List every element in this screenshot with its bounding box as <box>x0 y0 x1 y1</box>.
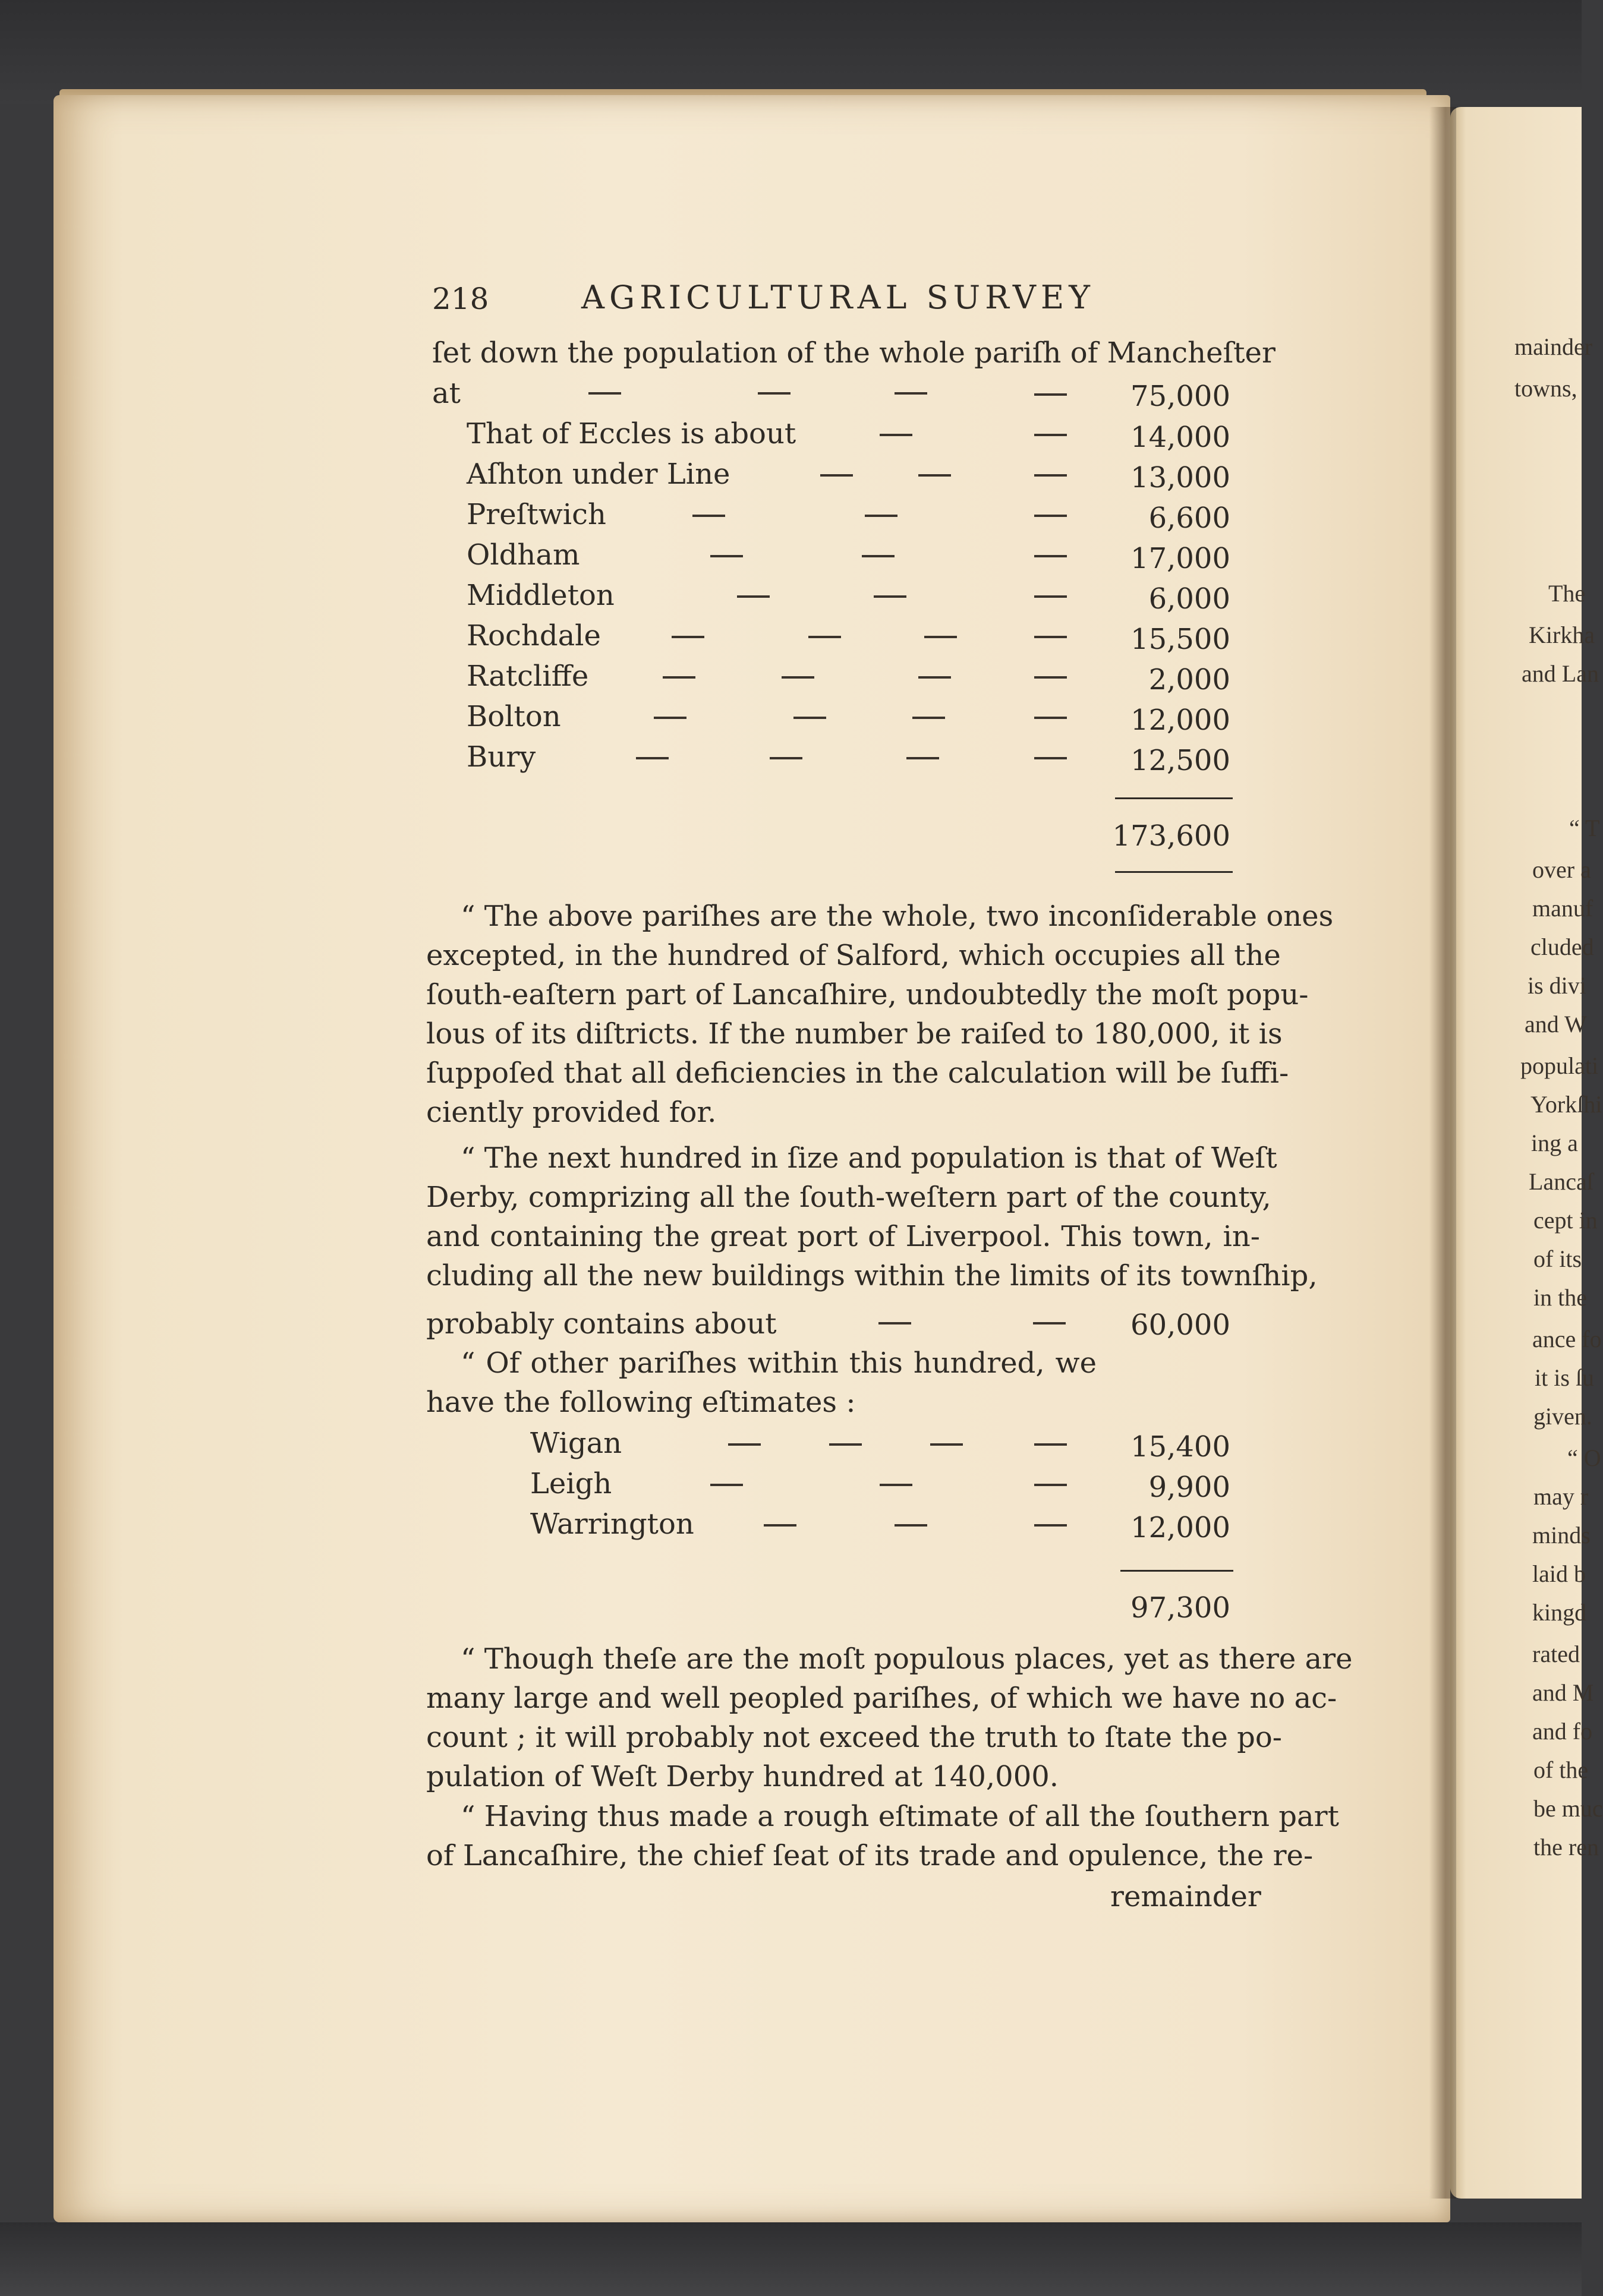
facing-page-fragment: over a <box>1532 856 1591 883</box>
leader-dash <box>829 1443 862 1446</box>
facing-page-fragment: be muc <box>1533 1795 1603 1822</box>
table-row-value: 17,000 <box>1130 542 1230 575</box>
text-line <box>426 1056 1289 1090</box>
leader-dash <box>1034 636 1067 638</box>
text-line <box>426 1839 1314 1872</box>
facing-page-fragment: Kirkha <box>1529 622 1595 648</box>
leader-dash <box>710 555 743 557</box>
facing-page-fragment: manuf <box>1532 895 1593 922</box>
liverpool-value: 60,000 <box>1130 1308 1230 1342</box>
sum-rule <box>1120 1570 1233 1572</box>
leader-dash <box>1034 595 1067 598</box>
leader-dash <box>880 434 912 436</box>
dark-background-top <box>0 0 1582 104</box>
text-line-content: many large and well peopled pariſhes, of which we have no ac- <box>426 1682 1337 1715</box>
text-line-content: “ Though theſe are the moſt populous places, yet as there are <box>461 1642 1353 1676</box>
leader-dash <box>906 757 939 759</box>
leader-dash <box>1034 1484 1067 1486</box>
leader-dash <box>865 515 897 517</box>
leader-dash <box>808 636 841 638</box>
salford-total: 173,600 <box>1112 819 1230 853</box>
leader-dash <box>793 717 826 719</box>
text-line-content: ciently provided for. <box>426 1096 717 1129</box>
table-row-name: Aſhton under Line <box>467 458 730 491</box>
leader-dash <box>924 636 957 638</box>
facing-page-fragment: it is ſu <box>1535 1364 1595 1391</box>
table-row-name: Leigh <box>530 1467 612 1500</box>
text-line-content: ſouth-eaſtern part of Lancaſhire, undoubtedly the moſt popu- <box>426 978 1309 1011</box>
table-row-value: 15,500 <box>1130 623 1230 656</box>
text-line-content: and containing the great port of Liverpool. This town, in- <box>426 1220 1260 1253</box>
leader-dash <box>728 1443 761 1446</box>
leader-dash <box>1034 393 1067 396</box>
text-line-content: have the following eſtimates : <box>426 1386 856 1419</box>
table-row-value: 13,000 <box>1130 461 1230 494</box>
facing-page-fragment: the ren <box>1533 1834 1599 1860</box>
text-line-content: cluding all the new buildings within the limits of its townſhip, <box>426 1259 1318 1292</box>
table-row-name: Warrington <box>530 1507 694 1541</box>
leader-dash <box>764 1524 796 1527</box>
table-row-value: 12,000 <box>1130 1511 1230 1544</box>
text-line <box>426 1222 1260 1251</box>
text-line-content: excepted, in the hundred of Salford, which occupies all the <box>426 939 1281 972</box>
leader-dash <box>895 1524 927 1527</box>
leader-dash <box>737 595 770 598</box>
leader-dash <box>758 392 791 395</box>
leader-dash <box>895 392 927 395</box>
leader-dash <box>1034 555 1067 557</box>
text-line <box>426 1017 1283 1051</box>
leader-dash <box>918 676 951 679</box>
running-head: AGRICULTURAL SURVEY <box>581 279 1095 316</box>
facing-page-fragment: “ O <box>1567 1445 1601 1471</box>
facing-page-fragment: of the <box>1533 1756 1589 1783</box>
text-line <box>461 1642 1353 1676</box>
sum-rule-bottom <box>1115 871 1233 873</box>
leader-dash <box>930 1443 963 1446</box>
table-row-name: Bury <box>467 740 536 774</box>
leader-dash <box>862 555 895 557</box>
facing-page-fragment: and W <box>1525 1011 1587 1037</box>
table-row-name: Rochdale <box>467 619 601 652</box>
leader-dash <box>912 717 945 719</box>
facing-page-fragment: mainder <box>1514 333 1593 360</box>
dark-background-bottom <box>0 2222 1582 2296</box>
facing-page-fragment: and M <box>1532 1679 1594 1706</box>
leader-dash <box>672 636 704 638</box>
leader-dash <box>880 1484 912 1486</box>
table-row-name: Ratcliffe <box>467 660 589 693</box>
leader-dash <box>636 757 669 759</box>
text-line-content: count ; it will probably not exceed the truth to ſtate the po- <box>426 1721 1283 1754</box>
text-line <box>461 900 1334 933</box>
manchester-total: 75,000 <box>1130 380 1230 413</box>
table-row-name: Wigan <box>530 1427 622 1460</box>
text-line-content: Derby, comprizing all the ſouth-weſtern part of the county, <box>426 1181 1271 1214</box>
text-line <box>426 939 1281 972</box>
table-row-value: 12,500 <box>1130 744 1230 777</box>
leader-dash <box>1034 515 1067 517</box>
table-row-value: 14,000 <box>1130 421 1230 454</box>
intro-line-2-lead: at <box>432 377 461 410</box>
facing-page-fragment: ance fo <box>1532 1326 1602 1352</box>
table-row-value: 9,900 <box>1148 1471 1230 1504</box>
leader-dash <box>1034 1524 1067 1527</box>
facing-page-fragment: is divi <box>1528 972 1586 999</box>
text-line <box>426 1098 1260 1127</box>
table-row-value: 12,000 <box>1130 704 1230 737</box>
leader-dash <box>1034 434 1067 436</box>
text-line <box>426 978 1309 1011</box>
leader-dash <box>918 474 951 477</box>
text-line <box>426 1388 1260 1417</box>
text-line-content: lous of its diſtricts. If the number be raiſed to 180,000, it is <box>426 1017 1283 1051</box>
leader-dash <box>1034 757 1067 759</box>
text-line-content: “ The next hundred in ſize and population is that of Weſt <box>461 1141 1277 1175</box>
page-number: 218 <box>432 282 489 316</box>
leader-dash <box>782 676 814 679</box>
table-row-value: 2,000 <box>1148 663 1230 696</box>
facing-page-fragment: The <box>1548 580 1586 607</box>
para2-last-line: probably contains about <box>426 1307 777 1341</box>
facing-page-fragment: minds <box>1532 1522 1591 1548</box>
facing-page-fragment: kingd <box>1532 1599 1587 1626</box>
facing-page-fragment: Yorkſhi <box>1530 1091 1602 1118</box>
leader-dash <box>1034 1443 1067 1446</box>
text-line-content: “ The above pariſhes are the whole, two inconſiderable ones <box>461 900 1334 933</box>
facing-page-fragment: cluded <box>1530 933 1594 960</box>
table-row-value: 6,600 <box>1148 502 1230 535</box>
facing-page-fragment: and Lan <box>1522 660 1599 687</box>
text-line-content: “ Having thus made a rough eſtimate of all the ſouthern part <box>461 1800 1339 1833</box>
facing-page-fragment: populati <box>1520 1052 1599 1079</box>
facing-page-fragment: laid b <box>1532 1560 1586 1587</box>
leader-dash <box>1033 1322 1066 1324</box>
leader-dash <box>1034 717 1067 719</box>
table-row-name: Oldham <box>467 538 580 572</box>
leader-dash <box>588 392 621 395</box>
leader-dash <box>654 717 686 719</box>
text-line <box>426 1762 1260 1791</box>
facing-page-fragment: rated <box>1532 1641 1580 1667</box>
facing-page-fragment: “ T <box>1569 815 1600 841</box>
sum-rule <box>1115 797 1233 799</box>
leader-dash <box>692 515 725 517</box>
leader-dash <box>663 676 695 679</box>
intro-line-1: ſet down the population of the whole pariſh of Mancheſter <box>432 336 1276 370</box>
leader-dash <box>878 1322 911 1324</box>
book-gutter <box>1429 107 1456 2199</box>
table-row-value: 6,000 <box>1148 582 1230 616</box>
text-line <box>426 1181 1271 1214</box>
leader-dash <box>1034 676 1067 679</box>
facing-page <box>1450 107 1603 2199</box>
leader-dash <box>820 474 853 477</box>
text-line <box>461 1141 1277 1175</box>
facing-page-fragment: ing a <box>1531 1130 1578 1156</box>
table-row-name: Bolton <box>467 700 561 733</box>
text-line <box>461 1800 1339 1833</box>
text-line <box>461 1346 1097 1380</box>
table-row-name: Preſtwich <box>467 498 606 531</box>
derby-total: 97,300 <box>1130 1591 1230 1625</box>
text-line-content: ſuppoſed that all deficiencies in the calculation will be ſuffi- <box>426 1056 1289 1090</box>
leader-dash <box>1034 474 1067 477</box>
text-line <box>426 1721 1283 1754</box>
text-line-content: pulation of Weſt Derby hundred at 140,000. <box>426 1760 1059 1793</box>
facing-page-fragment: given. <box>1533 1403 1592 1430</box>
facing-page-fragment: cept in <box>1533 1207 1598 1234</box>
table-row-name: Middleton <box>467 579 615 612</box>
facing-page-fragment: of its <box>1533 1245 1582 1272</box>
leader-dash <box>874 595 906 598</box>
leader-dash <box>710 1484 743 1486</box>
text-line-content: of Lancaſhire, the chief ſeat of its trade and opulence, the re- <box>426 1839 1314 1872</box>
table-row-value: 15,400 <box>1130 1430 1230 1464</box>
text-line <box>426 1259 1318 1292</box>
facing-page-fragment: towns, <box>1514 375 1577 402</box>
facing-page-fragment: in the <box>1533 1284 1587 1311</box>
table-row-name: That of Eccles is about <box>467 417 796 450</box>
text-line <box>426 1682 1337 1715</box>
catchword: remainder <box>1110 1880 1261 1913</box>
facing-page-fragment: may r <box>1533 1483 1589 1510</box>
facing-page-fragment: and fo <box>1532 1718 1593 1745</box>
facing-page-fragment: Lancaſ <box>1529 1168 1593 1195</box>
text-line-content: “ Of other pariſhes within this hundred, we <box>461 1346 1097 1380</box>
leader-dash <box>770 757 802 759</box>
